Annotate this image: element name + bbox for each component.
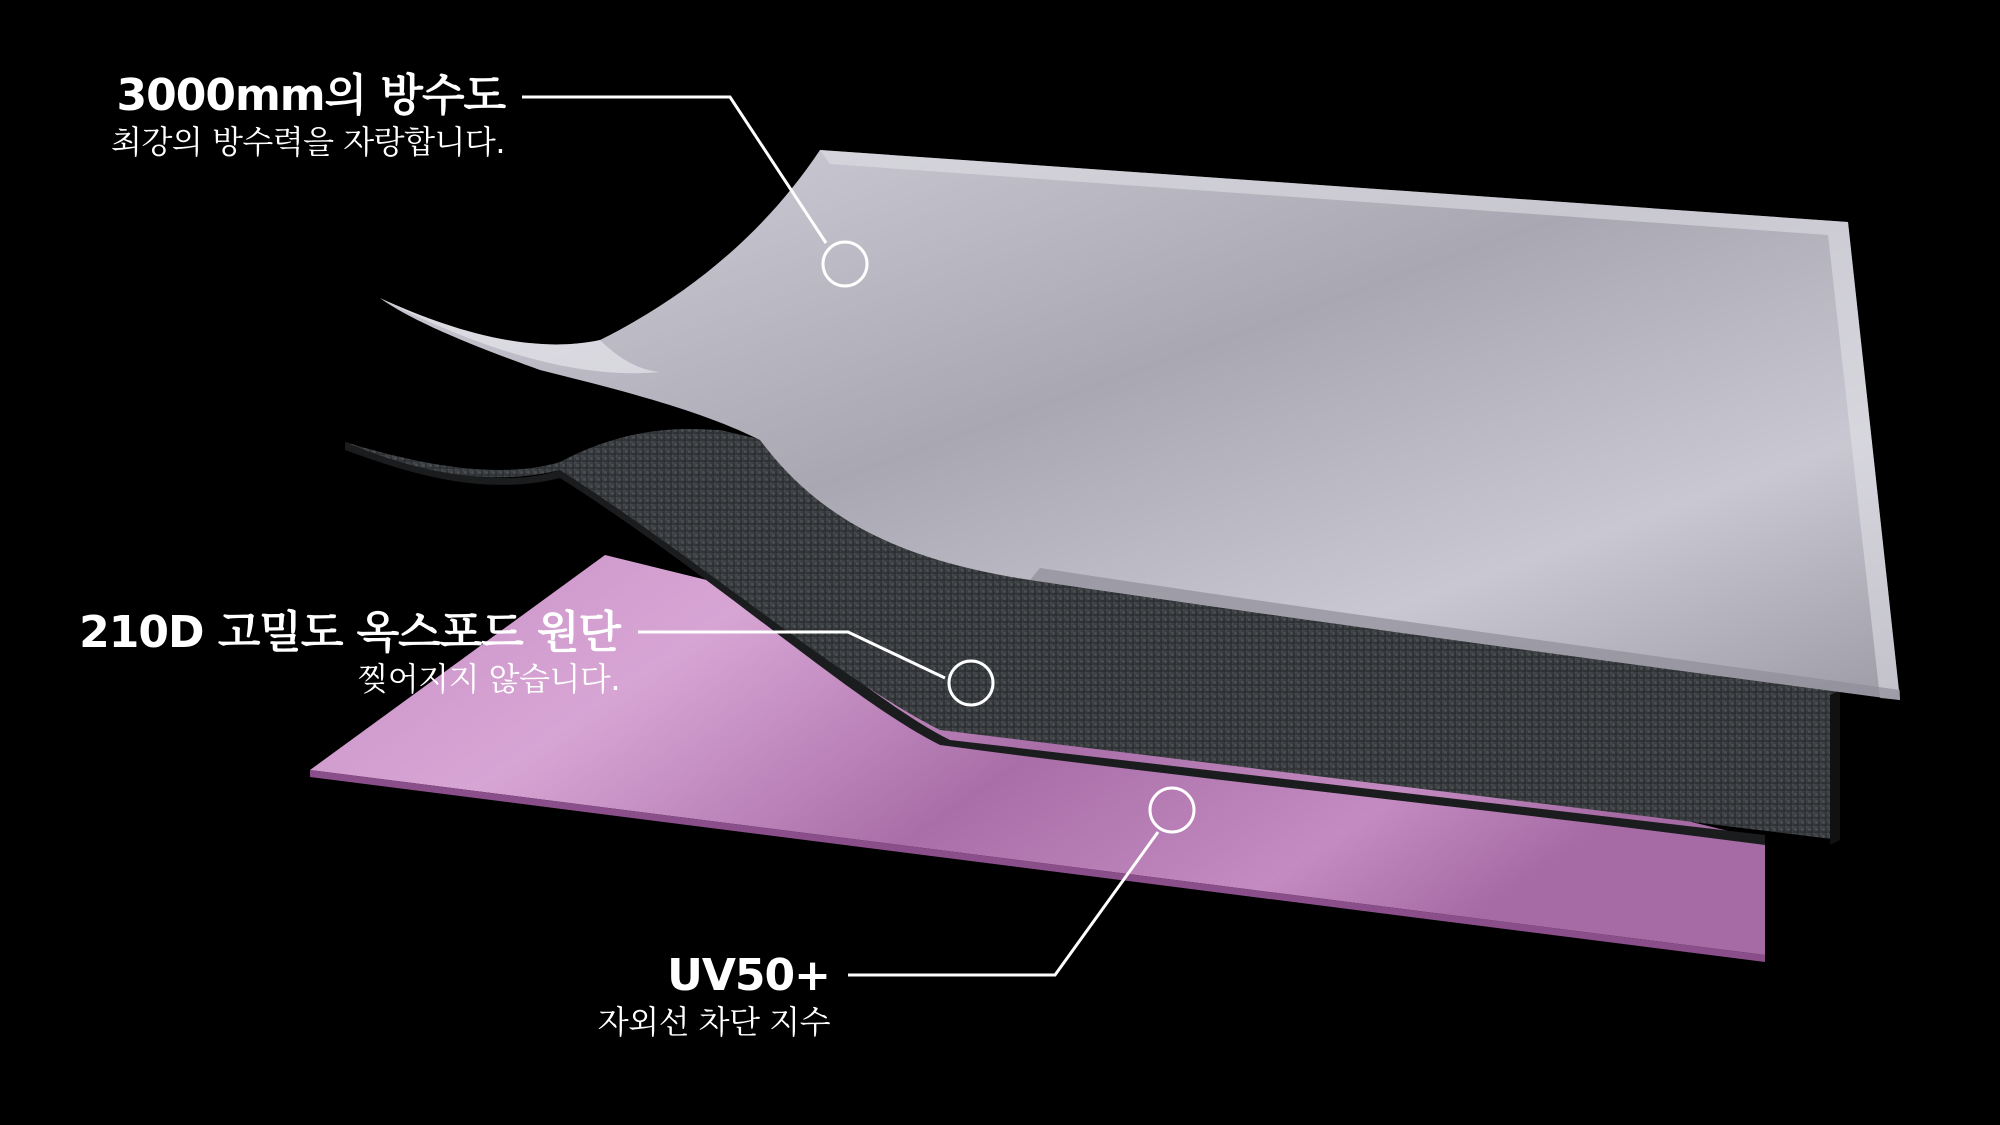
oxford-callout <box>79 607 620 699</box>
uv-title: UV50+ <box>667 950 830 1001</box>
uv-subtitle: 자외선 차단 지수 <box>597 1003 830 1041</box>
oxford-title: 210D 고밀도 옥스포드 원단 <box>79 607 620 658</box>
waterproof-title: 3000mm의 방수도 <box>116 70 505 121</box>
waterproof-subtitle: 최강의 방수력을 자랑합니다. <box>111 123 505 161</box>
oxford-subtitle: 찢어지지 않습니다. <box>357 660 620 698</box>
waterproof-callout <box>111 70 505 162</box>
uv-callout <box>598 950 830 1042</box>
